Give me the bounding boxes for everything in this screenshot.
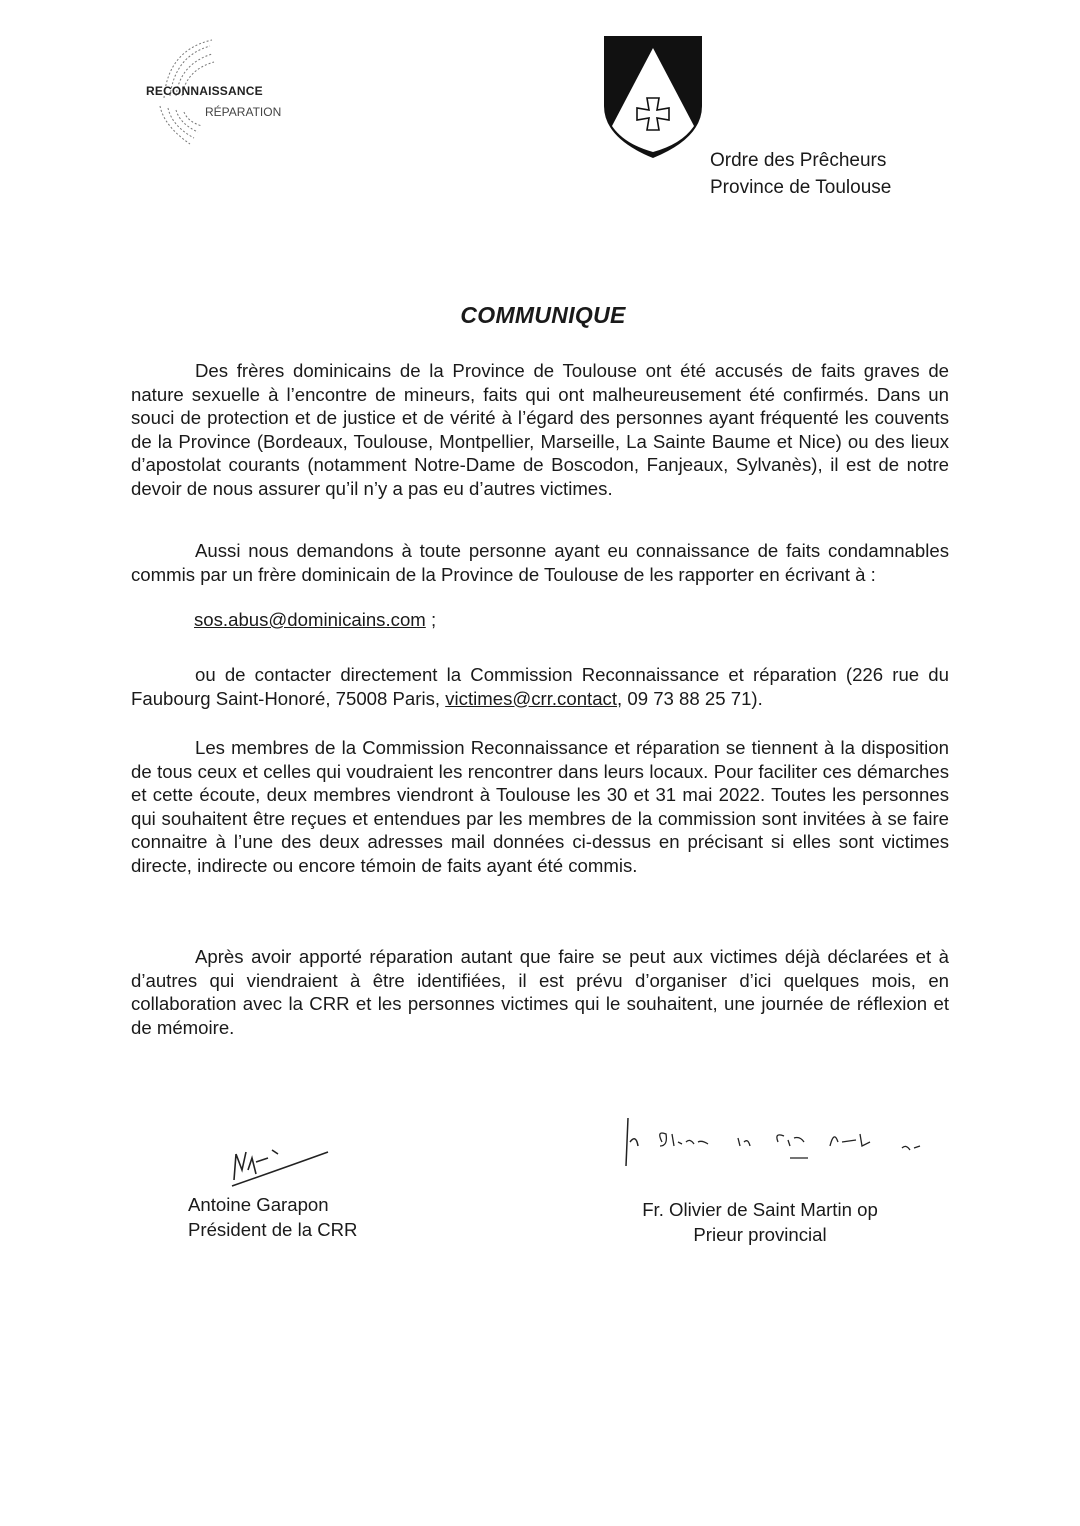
signature-garapon-icon xyxy=(228,1140,338,1190)
signer-role-left: Président de la CRR xyxy=(188,1219,358,1240)
signature-left xyxy=(188,1192,358,1242)
logo-text-reparation: RÉPARATION xyxy=(205,105,282,119)
crr-email-link[interactable]: victimes@crr.contact xyxy=(445,687,618,709)
email-line xyxy=(194,609,436,631)
logo-text-reconnaissance: RECONNAISSANCE xyxy=(146,84,263,98)
signer-role-right: Prieur provincial xyxy=(693,1224,827,1245)
paragraph-2-text: Aussi nous demandons à toute personne ayant eu connaissance de faits condamnables commis par un frère dominicain de la Province de Toulouse de les rapporter en écrivant à : xyxy=(131,540,949,585)
paragraph-1 xyxy=(131,359,949,501)
signature-saint-martin-icon xyxy=(620,1112,930,1172)
paragraph-3-text-before: ou de contacter directement la Commission Reconnaissance et réparation (226 rue du Faubourg Saint-Honoré, 75008 Paris, xyxy=(131,664,949,709)
signer-name-left: Antoine Garapon xyxy=(188,1194,329,1215)
paragraph-3-text-after: , 09 73 88 25 71). xyxy=(617,687,763,709)
paragraph-4 xyxy=(131,736,949,878)
dominican-shield-logo xyxy=(602,34,704,160)
email-suffix: ; xyxy=(425,609,437,630)
paragraph-5-text: Après avoir apporté réparation autant que faire se peut aux victimes déjà déclarées et à d’autres qui viendraient à être identifiées, il est prévu d’organiser d’ici quelques mois, en collaboration avec la CRR et les personnes victimes qui le souhaitent, une journée de réflexion et de mémoire. xyxy=(131,946,949,1038)
paragraph-3 xyxy=(131,663,949,710)
signature-right xyxy=(610,1197,910,1247)
paragraph-4-text: Les membres de la Commission Reconnaissance et réparation se tiennent à la disposition de tous ceux et celles qui voudraient les rencontrer dans leurs locaux. Pour faciliter ces démarches et cette écoute, deux membres viendront à Toulouse les 30 et 31 mai 2022. Toutes les personnes qui souhaitent être reçues et entendues par les membres de la commission sont invitées à se faire connaitre à l’une des deux adresses mail données ci-dessus en précisant si elles sont victimes directe, indirecte ou encore témoin de faits ayant été commis. xyxy=(131,737,949,876)
crr-logo xyxy=(140,36,300,151)
order-name: Ordre des Prêcheurs xyxy=(710,150,887,171)
document-title: COMMUNIQUE xyxy=(460,302,626,328)
province-name: Province de Toulouse xyxy=(710,177,892,198)
paragraph-1-text: Des frères dominicains de la Province de Toulouse ont été accusés de faits graves de nature sexuelle à l’encontre de mineurs, faits qui ont malheureusement été confirmés. Dans un souci de protection et de justice et de vérité à l’égard des personnes ayant fréquenté les couvents de la Province (Bordeaux, Toulouse, Montpellier, Marseille, La Sainte Baume et Nice) ou des lieux d’apostolat courants (notamment Notre-Dame de Boscodon, Fanjeaux, Sylvanès), il est de notre devoir de nous assurer qu’il n’y a pas eu d’autres victimes. xyxy=(131,360,949,499)
paragraph-5 xyxy=(131,945,949,1039)
dominican-shield-cross-icon xyxy=(602,34,704,160)
paragraph-2 xyxy=(131,539,949,586)
signer-name-right: Fr. Olivier de Saint Martin op xyxy=(642,1199,878,1220)
sos-email-link[interactable]: sos.abus@dominicains.com xyxy=(194,609,426,630)
